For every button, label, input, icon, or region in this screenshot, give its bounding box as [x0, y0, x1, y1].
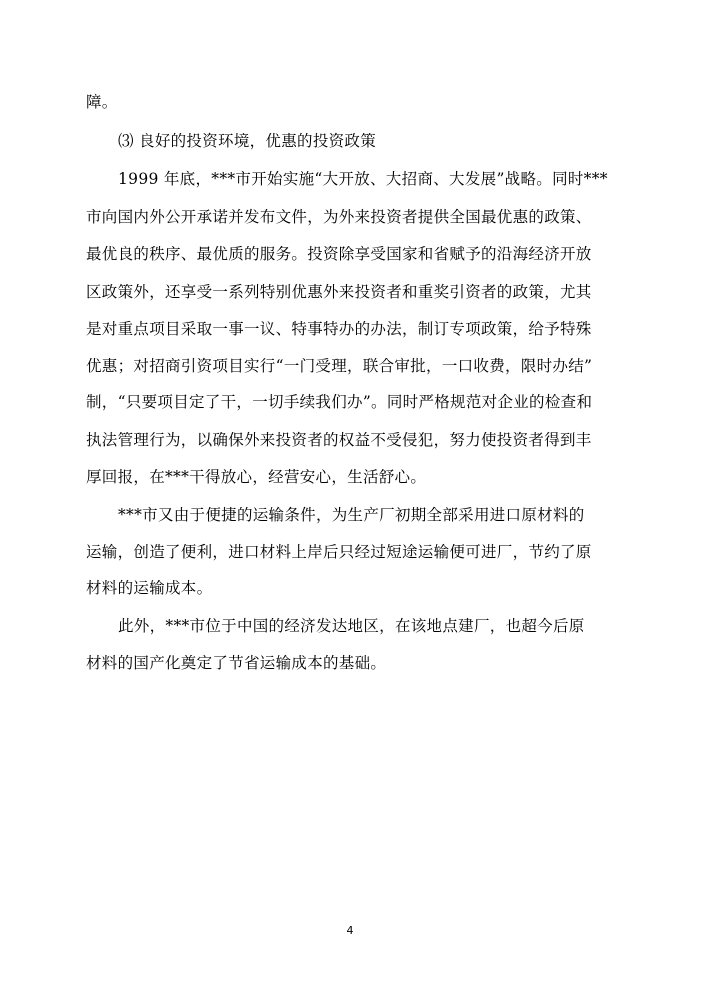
paragraph-line: 是对重点项目采取一事一议、特事特办的办法，制订专项政策，给予特殊: [86, 320, 592, 338]
paragraph-line: 最优良的秩序、最优质的服务。投资除享受国家和省赋予的沿海经济开放: [86, 245, 592, 263]
section-heading: ⑶ 良好的投资环境，优惠的投资政策: [118, 132, 377, 150]
paragraph-line: 市向国内外公开承诺并发布文件，为外来投资者提供全国最优惠的政策、: [86, 208, 592, 226]
paragraph-line: 制，“只要项目定了干，一切手续我们办”。同时严格规范对企业的检查和: [86, 393, 593, 411]
paragraph-line: 此外，***市位于中国的经济发达地区，在该地点建厂，也超今后原: [118, 617, 585, 635]
paragraph-line: 厚回报，在***干得放心，经营安心，生活舒心。: [86, 468, 427, 486]
paragraph-line: 区政策外，还享受一系列特别优惠外来投资者和重奖引资者的政策，尤其: [86, 283, 592, 301]
paragraph-line: 1999 年底，***市开始实施“大开放、大招商、大发展”战略。同时***: [118, 170, 608, 188]
page-number: 4: [346, 924, 354, 937]
paragraph-line: ***市又由于便捷的运输条件，为生产厂初期全部采用进口原材料的: [118, 506, 585, 524]
paragraph-line: 材料的国产化奠定了节省运输成本的基础。: [86, 654, 387, 672]
paragraph-line: 执法管理行为，以确保外来投资者的权益不受侵犯，努力使投资者得到丰: [86, 431, 592, 449]
paragraph-line: 材料的运输成本。: [86, 579, 213, 597]
paragraph-line: 优惠；对招商引资项目实行“一门受理，联合审批，一口收费，限时办结”: [86, 357, 593, 375]
paragraph-line: 障。: [86, 93, 118, 111]
paragraph-line: 运输，创造了便利，进口材料上岸后只经过短途运输便可进厂，节约了原: [86, 543, 592, 561]
